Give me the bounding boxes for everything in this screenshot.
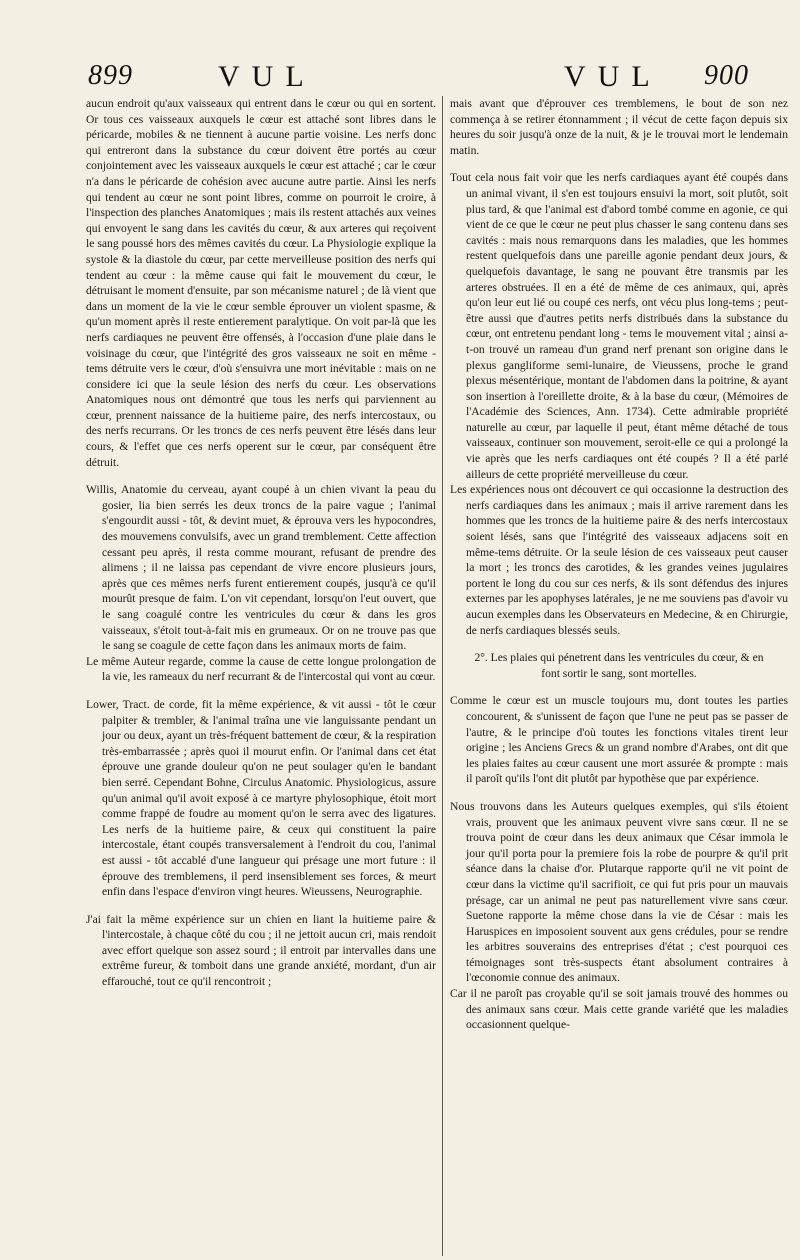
- left-page-number: 899: [88, 60, 133, 91]
- paragraph-spacer: [86, 900, 436, 912]
- paragraph: Car il ne paroît pas croyable qu'il se soit jamais trouvé des hommes ou des animaux sans cœur. Mais cette grande variété que les maladies occasionnent quelque-: [450, 987, 788, 1032]
- paragraph-spacer: [450, 158, 788, 170]
- paragraph: Nous trouvons dans les Auteurs quelques exemples, qui s'ils étoient vrais, prouvent que les animaux peuvent vivre sans cœur. Il ne se trouva point de cœur dans les deux animaux que César immola le jour qu'il porta pour la premiere fois la robe de pourpre & qu'il prit séance dans la chaise d'or. Plutarque rapporte qu'il ne vit point de cœur dans la victime qu'il sacrifioit, ce qui fut pris pour un mauvais présage, car un animal ne peut pas naturellement vivre sans cœur. Suetone rapporte la même chose dans la vie de César : mais les Haruspices en imposoient souvent aux gens crédules, pour se rendre les arbitres souverains des entreprises d'état ; c'est pourquoi ces témoignages sont très-suspects étant absolument contraires à l'œconomie connue des animaux.: [450, 799, 788, 985]
- paragraph: Tout cela nous fait voir que les nerfs cardiaques ayant été coupés dans un animal vivant, il s'en est toujours ensuivi la mort, soit plutôt, soit plus tard, & que l'animal est d'abord tombé comme en agonie, ce qui vient de ce que le cœur ne peut plus chasser le sang contenu dans ses cavités : mais nous remarquons dans les maladies, que les hommes restent quelquefois dans une pareille agonie pendant deux jours, & quelquefois davantage, le sang ne pouvant être transmis par les arteres obstruées. Il en a été de même de ces animaux, qui, après qu'on leur eut lié ou coupé ces nerfs, ont vécu plus long-tems ; peut-être aussi que d'autres petits nerfs distribués dans la substance du cœur, ont entretenu pendant long - tems le mouvement vital ; ainsi a-t-on trouvé un rameau d'un grand nerf prenant son origine dans le plexus gangliforme semi-lunaire, de Vieussens, proche le grand plexus mésentérique, montant de l'abdomen dans la poitrine, & ayant son insertion à l'oreillette droite, & à la base du cœur, (Mémoires de l'Académie des Sciences, Ann. 1734). Cette admirable propriété naturelle au cœur, par laquelle il peut, étant même détaché de tous vaisseaux, continuer son mouvement, seroit-elle ce qui a prolongé la vie après que les nerfs cardiaques ont été coupés ? Il a été parlé ailleurs de cette propriété merveilleuse du cœur.: [450, 171, 788, 481]
- paragraph-spacer: [86, 470, 436, 482]
- paragraph: Willis, Anatomie du cerveau, ayant coupé à un chien vivant la peau du gosier, lia bien serrés les deux troncs de la paire vague ; l'animal s'engourdit aussi - tôt, & devint muet, & éprouva vers les hypocondres, des mouvemens convulsifs, avec un grand tremblement. Cette affection cessant peu après, il resta comme mourant, refusant de prendre des alimens ; il ne laissa pas cependant de vivre encore plusieurs jours, après que ces mêmes nerfs furent entierement coupés, jusqu'à ce qu'il mourût presque de faim. L'on vit cependant, lorsqu'on l'eut ouvert, que le sang coagulé contre les ventricules du cœur & dans les gros vaisseaux, s'étoit tout-à-fait mis en grumeaux. Or on ne trouve pas que le sang se coagule de cette façon dans les animaux morts de faim.: [86, 483, 436, 653]
- paragraph: Comme le cœur est un muscle toujours mu, dont toutes les parties concourent, & s'unissent de façon que l'une ne peut pas se passer de l'autre, & le principe d'où toutes les fonctions vitales tirent leur origine ; les Anciens Grecs & un grand nombre d'Arabes, ont dit que les plaies faites au cœur causent une mort assurée & prompte : mais il paroît qu'ils l'ont dit plutôt par hypothèse que par expérience.: [450, 694, 788, 786]
- paragraph-spacer: [450, 681, 788, 693]
- column-divider: [442, 96, 443, 1256]
- paragraph-spacer: [86, 685, 436, 697]
- right-page-number: 900: [704, 60, 749, 91]
- paragraph: Lower, Tract. de corde, fit la même expérience, & vit aussi - tôt le cœur palpiter & trembler, & l'animal traîna une vie languissante pendant un jour ou deux, ayant un très-fréquent battement de cœur, & la respiration très-embarrassée ; après quoi il mourut enfin. Or l'animal dans cet état éprouve une grande douleur qu'on ne peut soulager qu'en le bandant bien serré. Cependant Bohne, Circulus Anatomic. Physiologicus, assure qu'un animal qu'il avoit exposé à ce martyre phylosophique, étoit mort comme frappé de foudre au moment qu'on le serra avec des ligatures. Les nerfs de la huitieme paire, & ceux qui constituent la paire intercostale, étant coupés transversalement à l'endroit du cou, l'animal est aussi - tôt accablé d'une langueur qui présage une mort future : il éprouve des tremblemens, il perd insensiblement ses forces, & meurt enfin dans l'espace d'environ vingt heures. Wieussens, Neurographie.: [86, 697, 436, 899]
- left-text-column: [86, 96, 436, 990]
- left-running-head: VUL: [218, 60, 316, 93]
- paragraph: aucun endroit qu'aux vaisseaux qui entrent dans le cœur ou qui en sortent. Or tous ces vaisseaux auxquels le cœur est attaché sont libres dans le péricarde, mobiles & ne tiennent à aucune partie voisine. Les nerfs donc qui entreront dans la substance du cœur doivent être portés au cœur conjointement avec les vaisseaux auxquels le cœur est attaché ; car le cœur n'a dans le péricarde de cohésion avec aucune autre partie. Ainsi les nerfs qui tendent au cœur ne sont point libres, comme on pourroit le croire, à l'inspection des planches Anatomiques ; mais ils restent attachés aux veines qui envoyent le sang dans les cavités du cœur, & aux arteres qui reçoivent le sang poussé hors des mêmes cavités du cœur. La Physiologie explique la systole & la diastole du cœur, par cette merveilleuse position des nerfs qui tendent au cœur : la même cause qui fait le mouvement du cœur, le détruisant le moment d'ensuite, par son mécanisme naturel ; de là vient que dans un moment de la vie le cœur semble éprouver un violent spasme, & qu'un moment après il reste entierement paralytique. On voit par-là que les nerfs cardiaques ne peuvent être offensés, à l'occasion d'une plaie dans le voisinage du cœur, que l'intégrité des gros vaisseaux ne soit en même - tems détruite vers le cœur, d'où s'ensuivra une mort inévitable : mais on ne considere ici que la seule lésion des nerfs du cœur. Les observations Anatomiques nous ont démontré que tous les nerfs qui parviennent au cœur, prennent naissance de la huitieme paire, des nerfs intercostaux, ou des nerfs recurrans. Or les troncs de ces nerfs peuvent être lésés dans leur cours, & l'effet que ces nerfs operent sur le cœur, par conséquent être détruit.: [86, 97, 436, 469]
- paragraph: Le même Auteur regarde, comme la cause de cette longue prolongation de la vie, les rameaux du nerf recurrant & de l'intercostal qui vont au cœur.: [86, 654, 436, 684]
- paragraph-spacer: [450, 787, 788, 799]
- right-running-head: VUL: [564, 60, 662, 93]
- paragraph: mais avant que d'éprouver ces tremblemens, le bout de son nez commença à se retirer étonnamment ; il vécut de cette façon depuis six heures du soir jusqu'à onze de la nuit, & je le trouvai mort le lendemain matin.: [450, 97, 788, 157]
- paragraph: J'ai fait la même expérience sur un chien en liant la huitieme paire & l'intercostale, à chaque côté du cou ; il ne jettoit aucun cri, mais rendoit avec effort quelque son assez sourd ; il entroit par intervalles dans une extrême fureur, & tomboit dans une grande anxiété, mordant, d'un air effarouché, tout ce qu'il rencontroit ;: [86, 912, 436, 989]
- paragraph: Les expériences nous ont découvert ce qui occasionne la destruction des nerfs cardiaques dans les animaux ; mais il arrive rarement dans les hommes que les troncs de la huitieme paire & des nerfs intercostaux soient lésés, sans que l'intégrité des vaisseaux adjacens soit en même-tems détruite. Or la seule lésion de ces vaisseaux peut causer la mort ; les troncs des carotides, & les grandes veines jugulaires portent le long du cou sur ces nerfs, & ils sont défendus des injures externes par les apophyses latérales, je ne me souviens pas d'avoir vu aucun exemples dans les Observateurs en Medecine, & en Chirurgie, de nerfs cardiaques blessés seuls.: [450, 483, 788, 637]
- right-text-column: [450, 96, 788, 1033]
- paragraph: 2°. Les plaies qui pénetrent dans les ventricules du cœur, & en font sortir le sang, sont mortelles.: [474, 651, 764, 680]
- paragraph-spacer: [450, 638, 788, 650]
